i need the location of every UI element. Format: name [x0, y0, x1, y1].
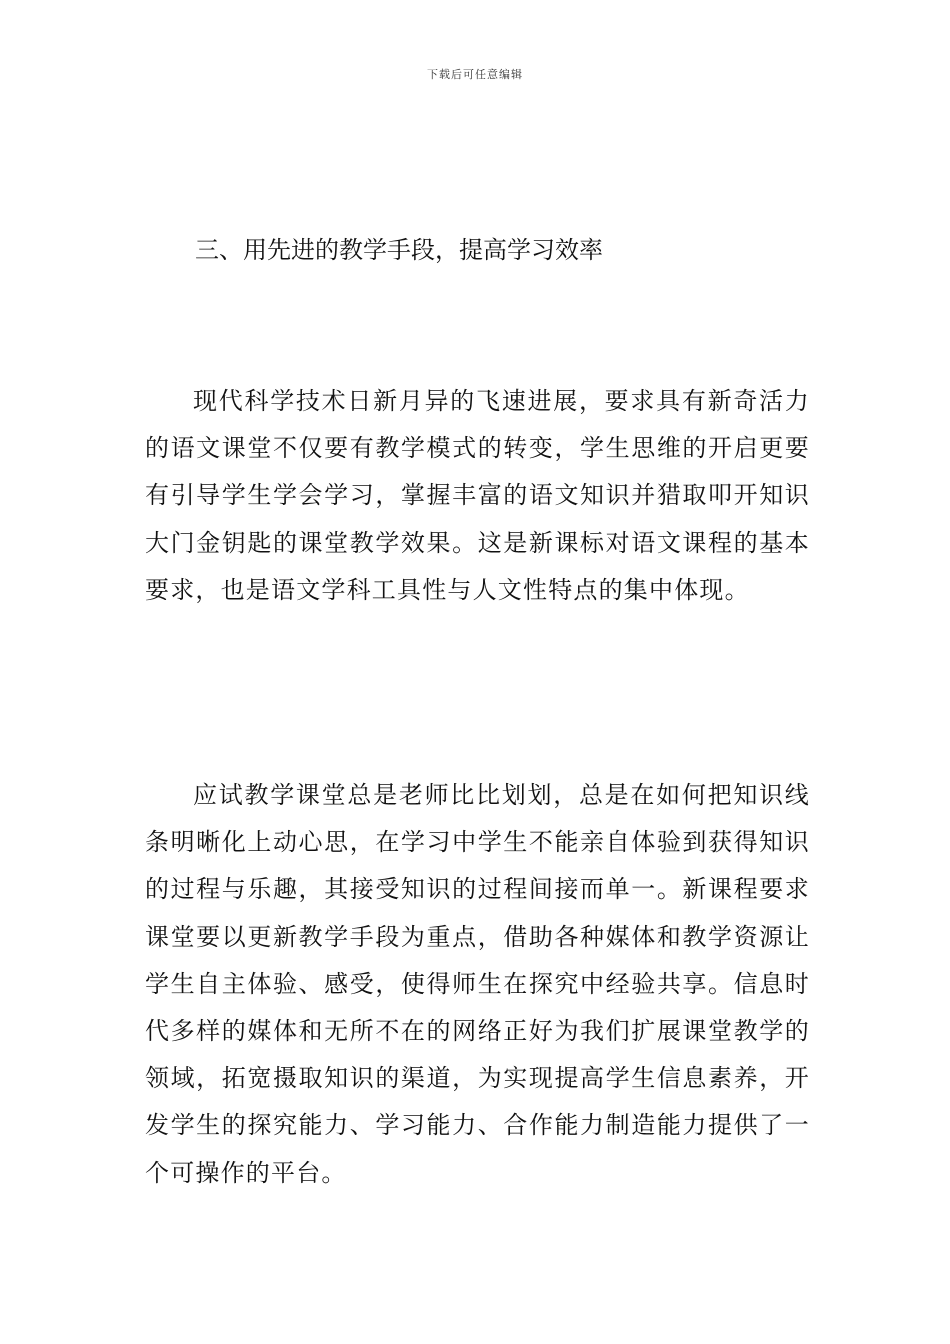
page-header-note: 下载后可任意编辑 — [427, 68, 523, 81]
body-paragraph-1: 现代科学技术日新月异的飞速进展，要求具有新奇活力的语文课堂不仅要有教学模式的转变，学生思维的开启更要有引导学生学会学习，掌握丰富的语文知识并猎取叩开知识大门金钥匙的课堂教学效果。这是新课标对语文课程的基本要求，也是语文学科工具性与人文性特点的集中体现。 — [145, 387, 810, 604]
body-paragraph-2: 应试教学课堂总是老师比比划划，总是在如何把知识线条明晰化上动心思，在学习中学生不能亲自体验到获得知识的过程与乐趣，其接受知识的过程间接而单一。新课程要求课堂要以更新教学手段为重点，借助各种媒体和教学资源让学生自主体验、感受，使得师生在探究中经验共享。信息时代多样的媒体和无所不在的网络正好为我们扩展课堂教学的领域，拓宽摄取知识的渠道，为实现提高学生信息素养，开发学生的探究能力、学习能力、合作能力制造能力提供了一个可操作的平台。 — [145, 781, 810, 1187]
section-heading: 三、用先进的教学手段，提高学习效率 — [195, 236, 603, 264]
